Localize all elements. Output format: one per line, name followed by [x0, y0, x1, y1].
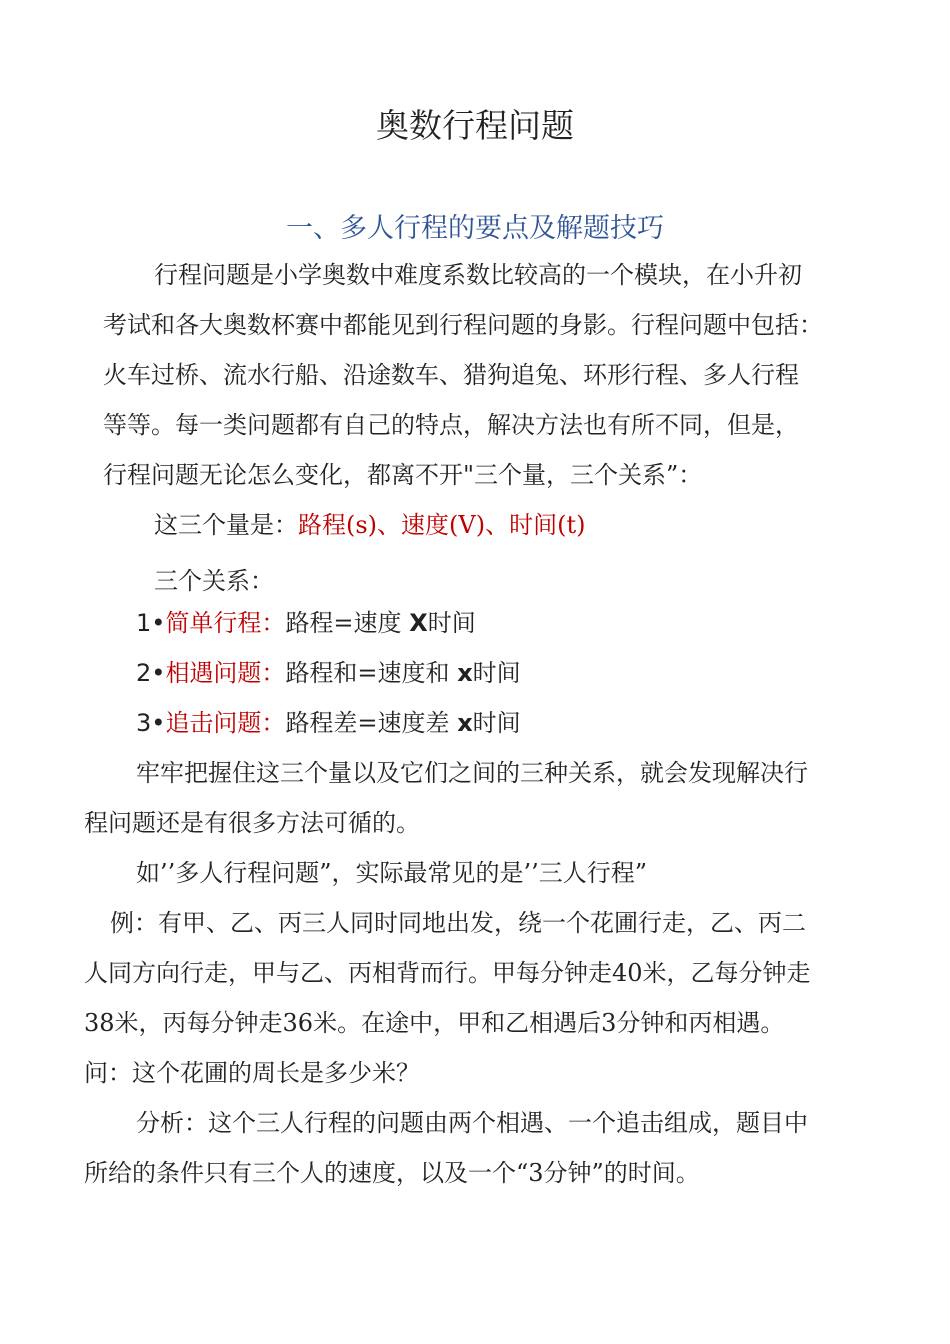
intro-line: 行程问题是小学奥数中难度系数比较高的一个模块，在小升初 — [154, 261, 802, 289]
analysis-line: 分析：这个三人行程的问题由两个相遇、一个追击组成，题目中 — [136, 1109, 808, 1137]
summary-line: 牢牢把握住这三个量以及它们之间的三种关系，就会发现解决行 — [136, 759, 808, 787]
relation-item — [136, 656, 521, 690]
relation-formula-left: 路程=速度 — [285, 609, 402, 637]
relation-number: 2• — [136, 659, 166, 687]
intro-line: 行程问题无论怎么变化，都离不开"三个量，三个关系”： — [103, 461, 703, 489]
relation-formula-right: 时间 — [472, 709, 521, 737]
relation-name: 简单行程： — [165, 609, 286, 637]
quantities-line — [154, 508, 585, 542]
relation-number: 1• — [136, 609, 166, 637]
example-intro: 如’’多人行程问题”，实际最常见的是’’三人行程” — [136, 859, 648, 887]
example-line: 38米，丙每分钟走36米。在途中，甲和乙相遇后3分钟和丙相遇。 — [84, 1009, 785, 1037]
relation-operator: x — [457, 709, 473, 737]
example-line: 人同方向行走，甲与乙、丙相背而行。甲每分钟走40米，乙每分钟走 — [84, 959, 811, 987]
relation-name: 相遇问题： — [165, 659, 286, 687]
relation-operator: X — [409, 609, 428, 637]
relation-formula-left: 路程差=速度差 — [285, 709, 450, 737]
example-line: 例：有甲、乙、丙三人同时同地出发，绕一个花圃行走，乙、丙二 — [110, 909, 806, 937]
document-title: 奥数行程问题 — [376, 106, 574, 145]
summary-line: 程问题还是有很多方法可循的。 — [84, 809, 420, 837]
relations-label: 三个关系： — [154, 567, 274, 595]
quantities-highlight: 路程(s)、速度(V)、时间(t) — [298, 511, 586, 539]
relation-item — [136, 606, 476, 640]
example-line: 问：这个花圃的周长是多少米？ — [84, 1059, 420, 1087]
intro-line: 考试和各大奥数杯赛中都能见到行程问题的身影。行程问题中包括： — [103, 311, 823, 339]
relation-operator: x — [457, 659, 473, 687]
analysis-line: 所给的条件只有三个人的速度，以及一个“3分钟”的时间。 — [84, 1159, 700, 1187]
relation-number: 3• — [136, 709, 166, 737]
quantities-prefix: 这三个量是： — [154, 511, 298, 539]
relation-formula-right: 时间 — [472, 659, 521, 687]
section-heading: 一、多人行程的要点及解题技巧 — [286, 213, 664, 244]
intro-line: 等等。每一类问题都有自己的特点，解决方法也有所不同，但是， — [103, 411, 799, 439]
intro-line: 火车过桥、流水行船、沿途数车、猎狗追兔、环形行程、多人行程 — [103, 361, 799, 389]
relation-formula-left: 路程和=速度和 — [285, 659, 450, 687]
relation-name: 追击问题： — [165, 709, 286, 737]
relation-formula-right: 时间 — [427, 609, 476, 637]
relation-item — [136, 706, 521, 740]
